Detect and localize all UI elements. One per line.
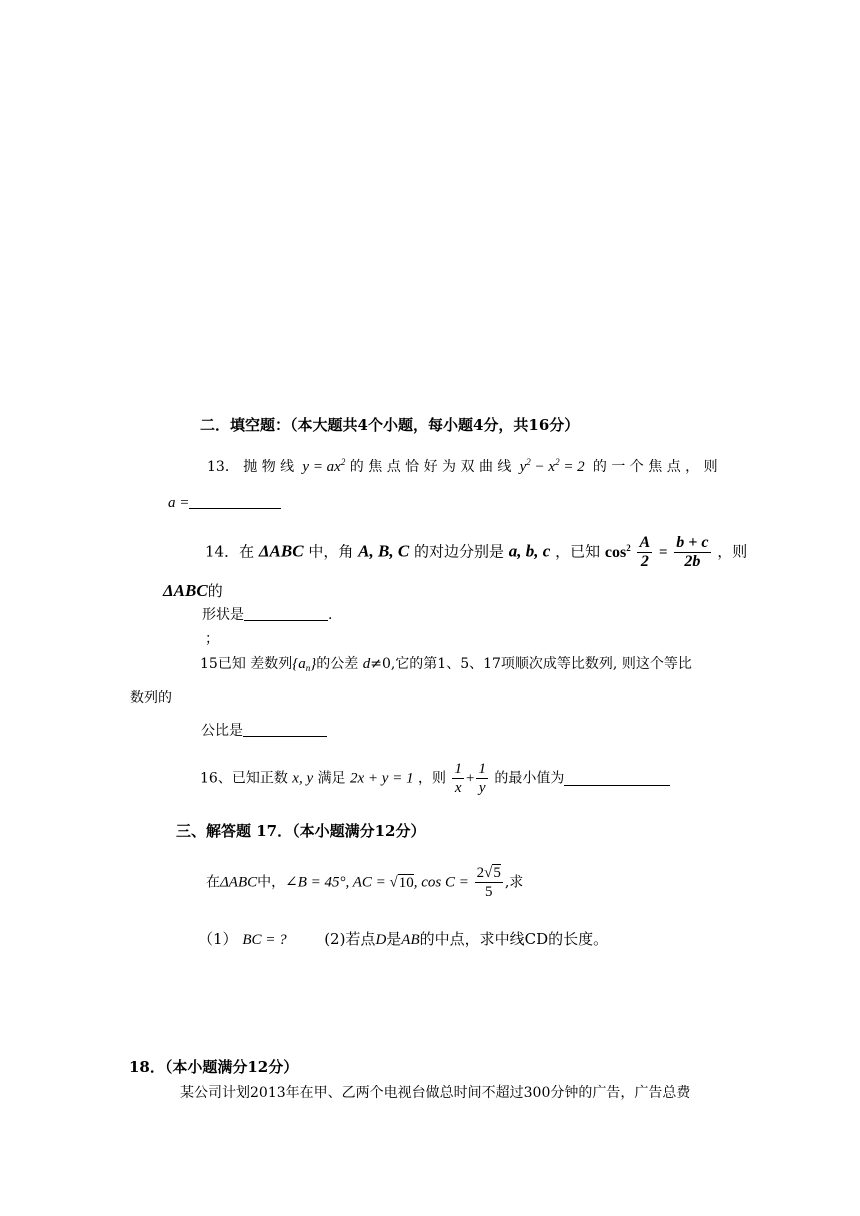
q13-text: 的 一 个 焦 点 ， 则: [592, 459, 718, 475]
fraction-1-over-x: $\frac{1}{x}$: [454, 761, 462, 796]
plus-sign: +: [465, 770, 475, 787]
answer-blank: [244, 606, 328, 621]
answer-blank: [243, 722, 327, 737]
triangle-symbol: ΔABC: [220, 874, 258, 891]
ratio-label: 公比是: [201, 723, 243, 739]
part-1-label: （1）: [198, 930, 238, 948]
point-d: D: [375, 932, 387, 948]
sides: a, b, c: [508, 541, 551, 561]
q15-text: 的公差: [316, 656, 359, 672]
answer-variable: a =: [168, 495, 190, 511]
q15-text: 15已知 差数列: [200, 656, 293, 672]
part-2-text: 是: [386, 930, 402, 948]
question-15-line2: 数列的: [130, 690, 172, 706]
triangle-symbol: ΔABC: [163, 581, 208, 600]
cos-formula: $\cos^2$: [604, 542, 631, 561]
semicolon: ；: [205, 631, 219, 647]
question-15-line1: [200, 655, 692, 673]
fraction-a-over-2: $\frac{A}{2}$: [639, 534, 651, 570]
q17-text: 在: [206, 874, 220, 891]
period: .: [328, 607, 333, 623]
q17-text: ,求: [504, 874, 524, 891]
question-16: [200, 760, 670, 797]
hyperbola-equation: $y^2 - x^2 = 2$: [519, 457, 585, 475]
q16-text: 16、已知正数: [200, 770, 288, 787]
question-13-answer: [168, 494, 281, 512]
answer-blank: [564, 771, 670, 786]
q17-text: 中，: [257, 874, 286, 891]
section-2-heading: 二．填空题：（本大题共4个小题，每小题4分，共16分）: [200, 416, 580, 434]
sqrt-10: √10: [389, 874, 414, 891]
section-3-title: 三、解答题: [176, 822, 252, 840]
part-2-text: 的中点，求中线CD的长度。: [419, 930, 609, 948]
part-1-question: BC = ?: [242, 932, 287, 948]
q14-text: 的对边分别是: [413, 542, 504, 561]
variables: x, y: [292, 770, 314, 787]
parabola-equation: $y = ax^2$: [302, 457, 346, 475]
question-number: 13．: [207, 459, 239, 475]
cos-condition: , cos C =: [413, 874, 473, 891]
given-conditions: ∠B = 45°, AC =: [285, 874, 390, 891]
d-symbol: d: [362, 656, 371, 672]
question-number: 14．在: [205, 542, 255, 561]
sequence-symbol: $\{a_n\}$: [292, 656, 317, 673]
q16-text: ，则: [418, 770, 447, 787]
q14-text: 的: [207, 582, 223, 600]
q14-text: ，已知: [555, 542, 601, 561]
constraint-equation: 2x + y = 1: [350, 770, 414, 787]
q16-text: 的最小值为: [494, 770, 565, 787]
fraction-bc-over-2b: $\frac{b + c}{2b}$: [676, 534, 709, 570]
fraction-2sqrt5-over-5: $\frac{2√5}{5}$: [476, 865, 501, 900]
shape-label: 形状是: [202, 607, 244, 623]
fraction-1-over-y: $\frac{1}{y}$: [478, 761, 486, 796]
question-17-parts: [198, 930, 608, 949]
question-13-line1: [207, 458, 718, 476]
q15-text: ≠0,它的第1、5、17项顺次成等比数列, 则这个等比: [370, 656, 692, 672]
q16-text: 满足: [317, 770, 346, 787]
q13-text: 的 焦 点 恰 好 为 双 曲 线: [349, 459, 512, 475]
segment-ab: AB: [401, 932, 420, 948]
section-3-heading: [176, 822, 426, 840]
q14-text: ，则: [717, 542, 748, 561]
q13-text: 抛 物 线: [243, 459, 295, 475]
question-17-statement: [206, 864, 523, 901]
question-18-line1: 某公司计划2013年在甲、乙两个电视台做总时间不超过300分钟的广告，广告总费: [180, 1085, 691, 1101]
answer-blank: [189, 494, 281, 509]
question-17-title: 17．（本小题满分12分）: [256, 822, 426, 840]
question-15-line3: [201, 722, 327, 740]
part-2-text: (2)若点: [324, 930, 376, 948]
question-14-line1: 14．在 ΔABC 中，角 A, B, C 的对边分别是 a, b, c ，已知 $\cos^2$ $\frac{A}{2}$ = $\frac{b + c}{2b}$ ，则: [205, 534, 748, 570]
question-14-line2: [163, 582, 223, 600]
triangle-symbol: ΔABC: [258, 541, 304, 561]
question-18-heading: 18．（本小题满分12分）: [129, 1058, 299, 1076]
angles: A, B, C: [358, 541, 410, 561]
question-14-line3: [202, 606, 332, 624]
q14-text: 中，角: [308, 542, 354, 561]
